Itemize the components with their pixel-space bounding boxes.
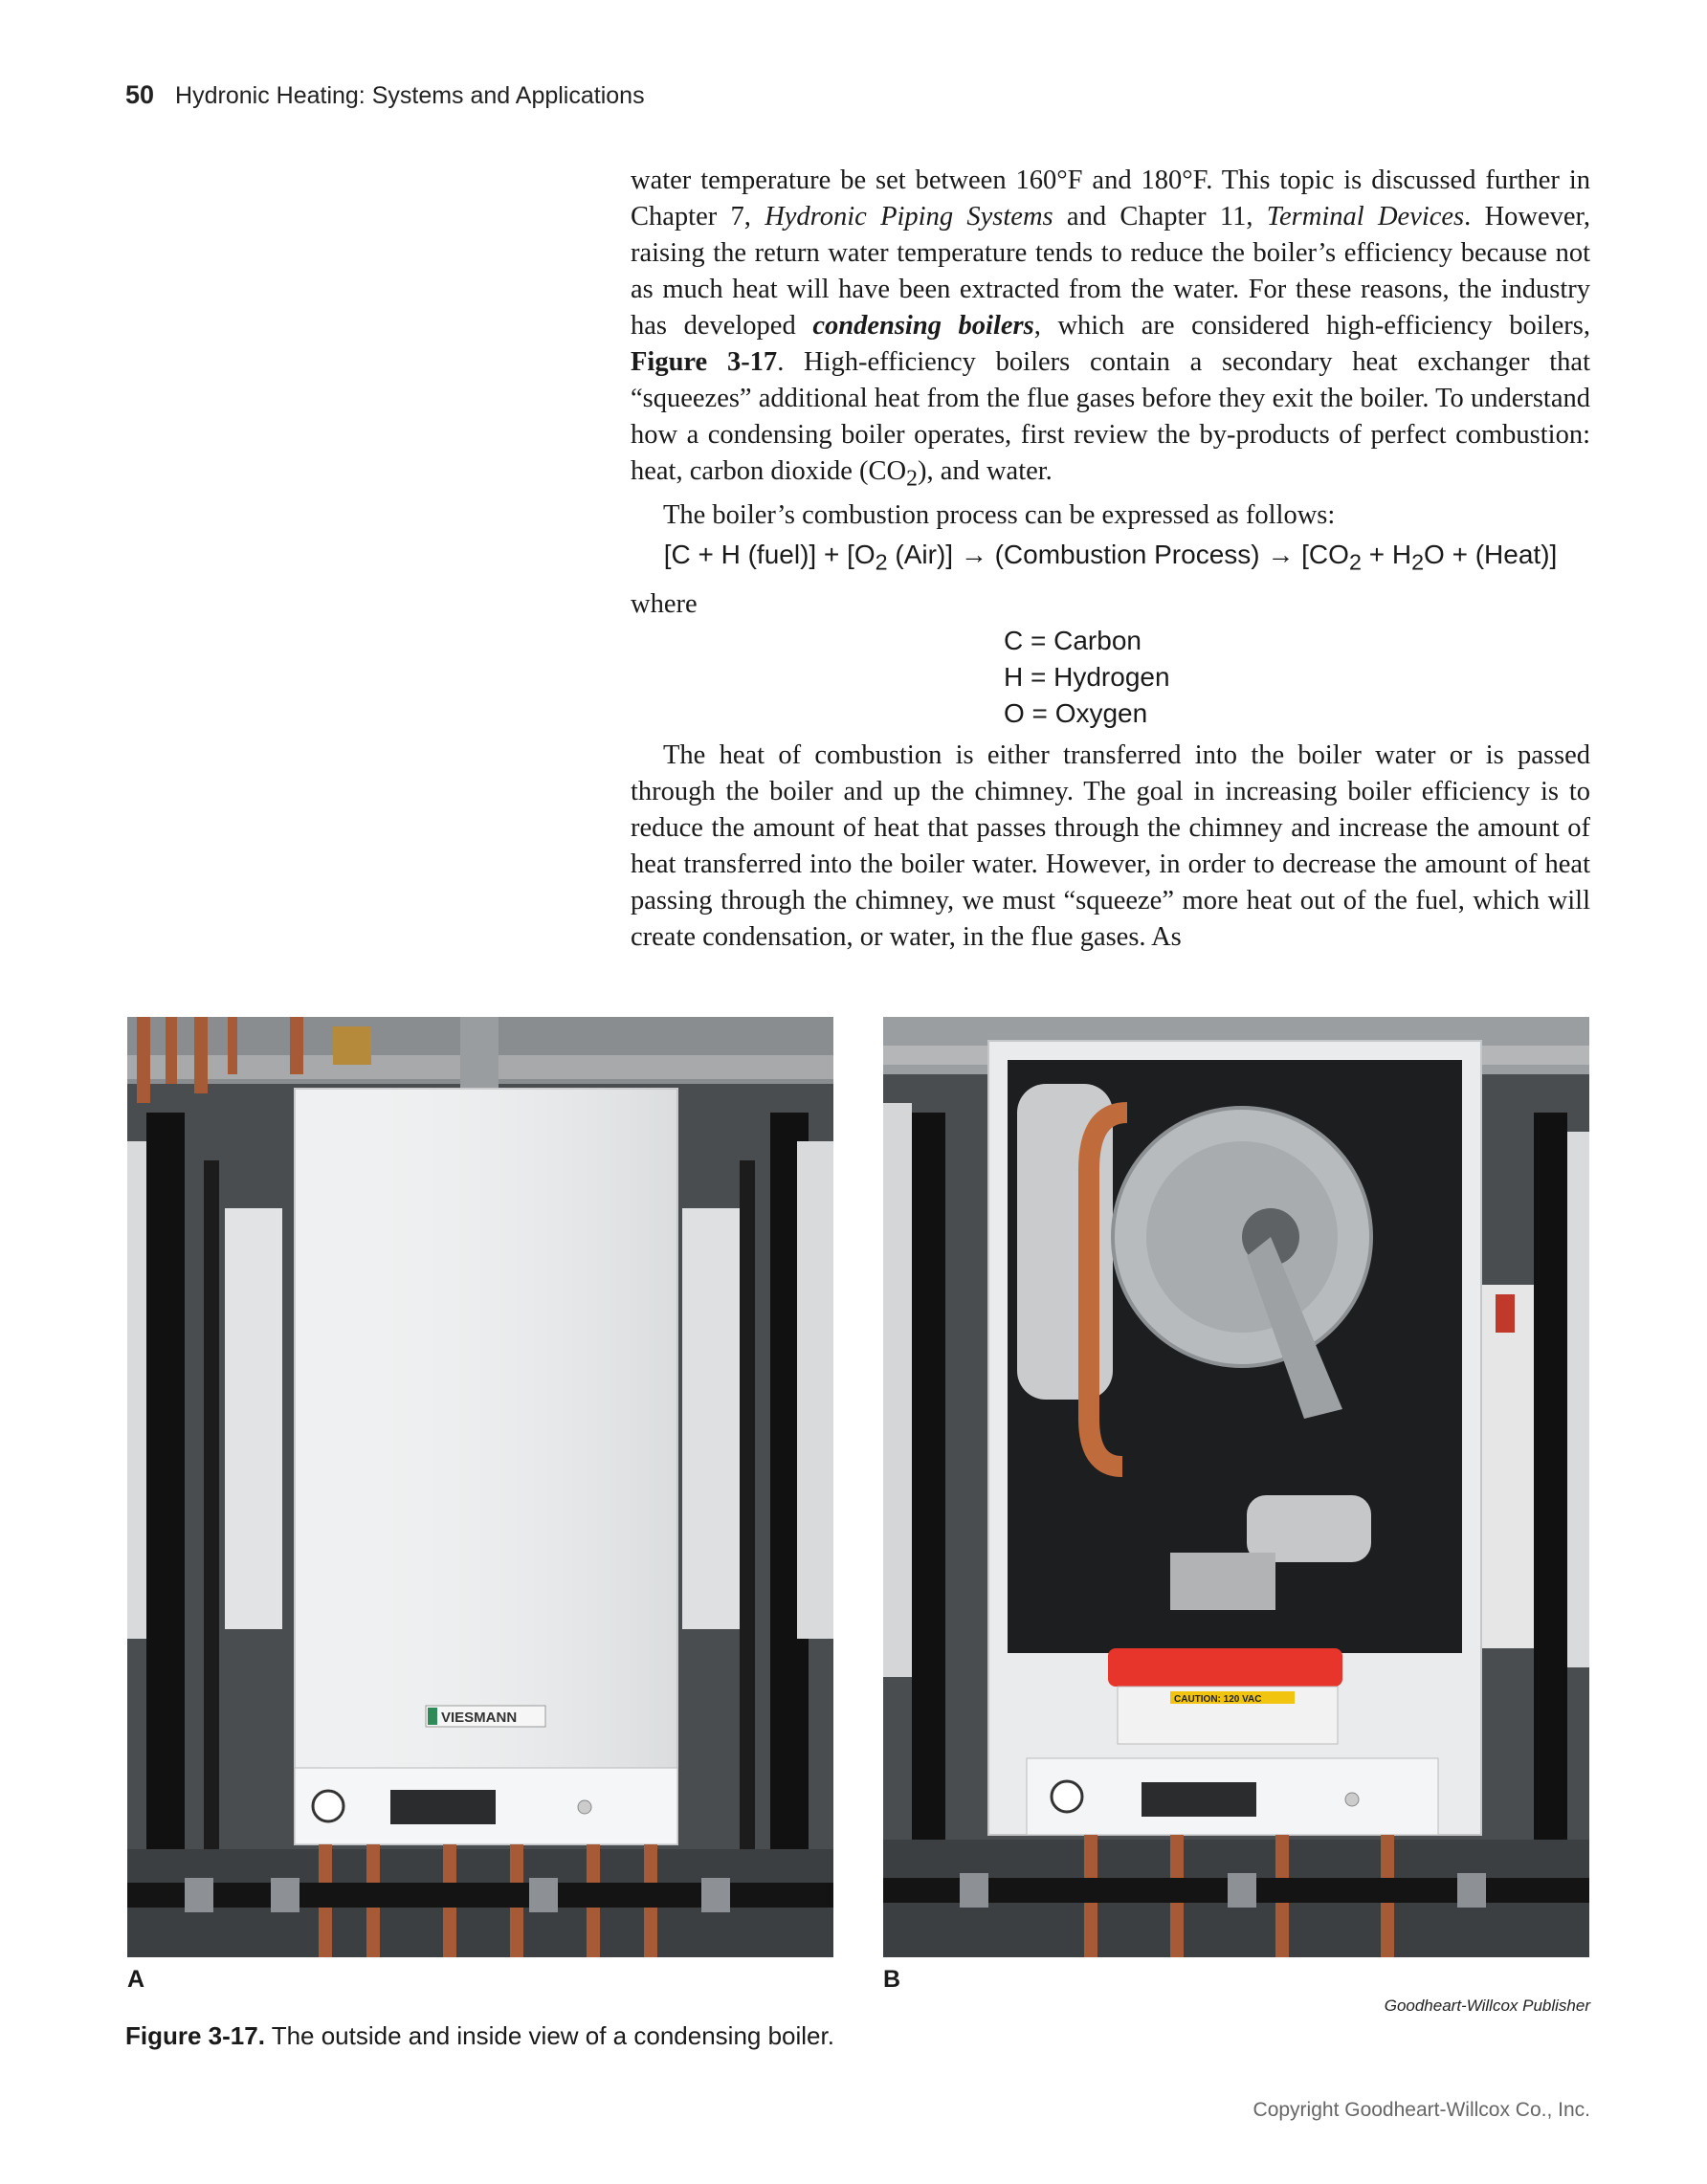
- where-label: where: [631, 589, 698, 620]
- photo-credit: Goodheart-Willcox Publisher: [1384, 1996, 1590, 2015]
- photo-boiler-inside: [883, 1017, 1589, 1957]
- page-number: 50: [125, 80, 155, 109]
- photo-boiler-outside: [127, 1017, 833, 1957]
- definitions: [1004, 623, 1590, 732]
- photo-label-b: B: [883, 1966, 901, 1993]
- caution-label: CAUTION: 120 VAC: [1174, 1694, 1262, 1705]
- copyright-footer: Copyright Goodheart-Willcox Co., Inc.: [1253, 2099, 1590, 2121]
- text-run: and Chapter 11,: [1053, 202, 1267, 232]
- pressure-gauge-icon: [313, 1791, 344, 1821]
- paragraph-3: The heat of combustion is either transferred into the boiler water or is passed through the boiler and up the chimney. The goal in increasing boiler efficiency is to reduce the amount of heat that passes through the chimney and increase the amount of heat transferred into the boiler water. However, in order to decrease the amount of heat passing through the chimney, we must “squeeze” more heat out of the fuel, which will create condensation, or water, in the flue gases. As: [631, 740, 1590, 953]
- text-run: ), and water.: [917, 456, 1053, 486]
- pressure-gauge-icon: [1052, 1781, 1082, 1812]
- body-text: [631, 163, 1590, 956]
- brand-logo: VIESMANN: [441, 1710, 518, 1726]
- figure-reference: Figure 3-17: [631, 347, 778, 377]
- combustion-equation: [C + H (fuel)] + [$O_2$ (Air)] → (Combustion Process) → [$CO_2 + H_2O$ + (Heat)]: [663, 539, 1558, 575]
- definition-carbon: C = Carbon: [1004, 626, 1142, 656]
- chapter-ref-italic: Hydronic Piping Systems: [765, 202, 1053, 232]
- paragraph-2: The boiler’s combustion process can be expressed as follows:: [663, 499, 1336, 530]
- paragraph-1: [631, 163, 1590, 497]
- definition-hydrogen: H = Hydrogen: [1004, 662, 1170, 693]
- subscript: 2: [906, 466, 918, 492]
- definition-oxygen: O = Oxygen: [1004, 698, 1148, 729]
- photo-label-a: A: [127, 1966, 145, 1993]
- text-run: . High-efficiency boilers contain a secondary heat exchanger that “squeezes” additional heat from the flue gases before they exit the boiler. To understand how a condensing boiler operates, first review the by-products of perfect combustion: heat, carbon dioxide (CO: [631, 347, 1590, 486]
- text-run: . However, raising the return water temperature tends to reduce the boiler’s efficiency because not as much heat will have been extracted from the water. For these reasons, the industry has developed: [631, 202, 1591, 341]
- caption-text: The outside and inside view of a condensing boiler.: [264, 2021, 834, 2050]
- book-title: Hydronic Heating: Systems and Applications: [175, 82, 645, 109]
- text-run: water temperature be set between 160°F and 180°F. This topic is discussed further in Chapter 7,: [631, 165, 1590, 232]
- key-term: condensing boilers: [812, 311, 1034, 341]
- figure-caption: [125, 2021, 834, 2051]
- chapter-ref-italic: Terminal Devices: [1266, 202, 1465, 232]
- caption-label: Figure 3-17.: [125, 2021, 265, 2050]
- running-header: [125, 80, 645, 110]
- text-run: , which are considered high-efficiency boilers,: [1033, 311, 1591, 341]
